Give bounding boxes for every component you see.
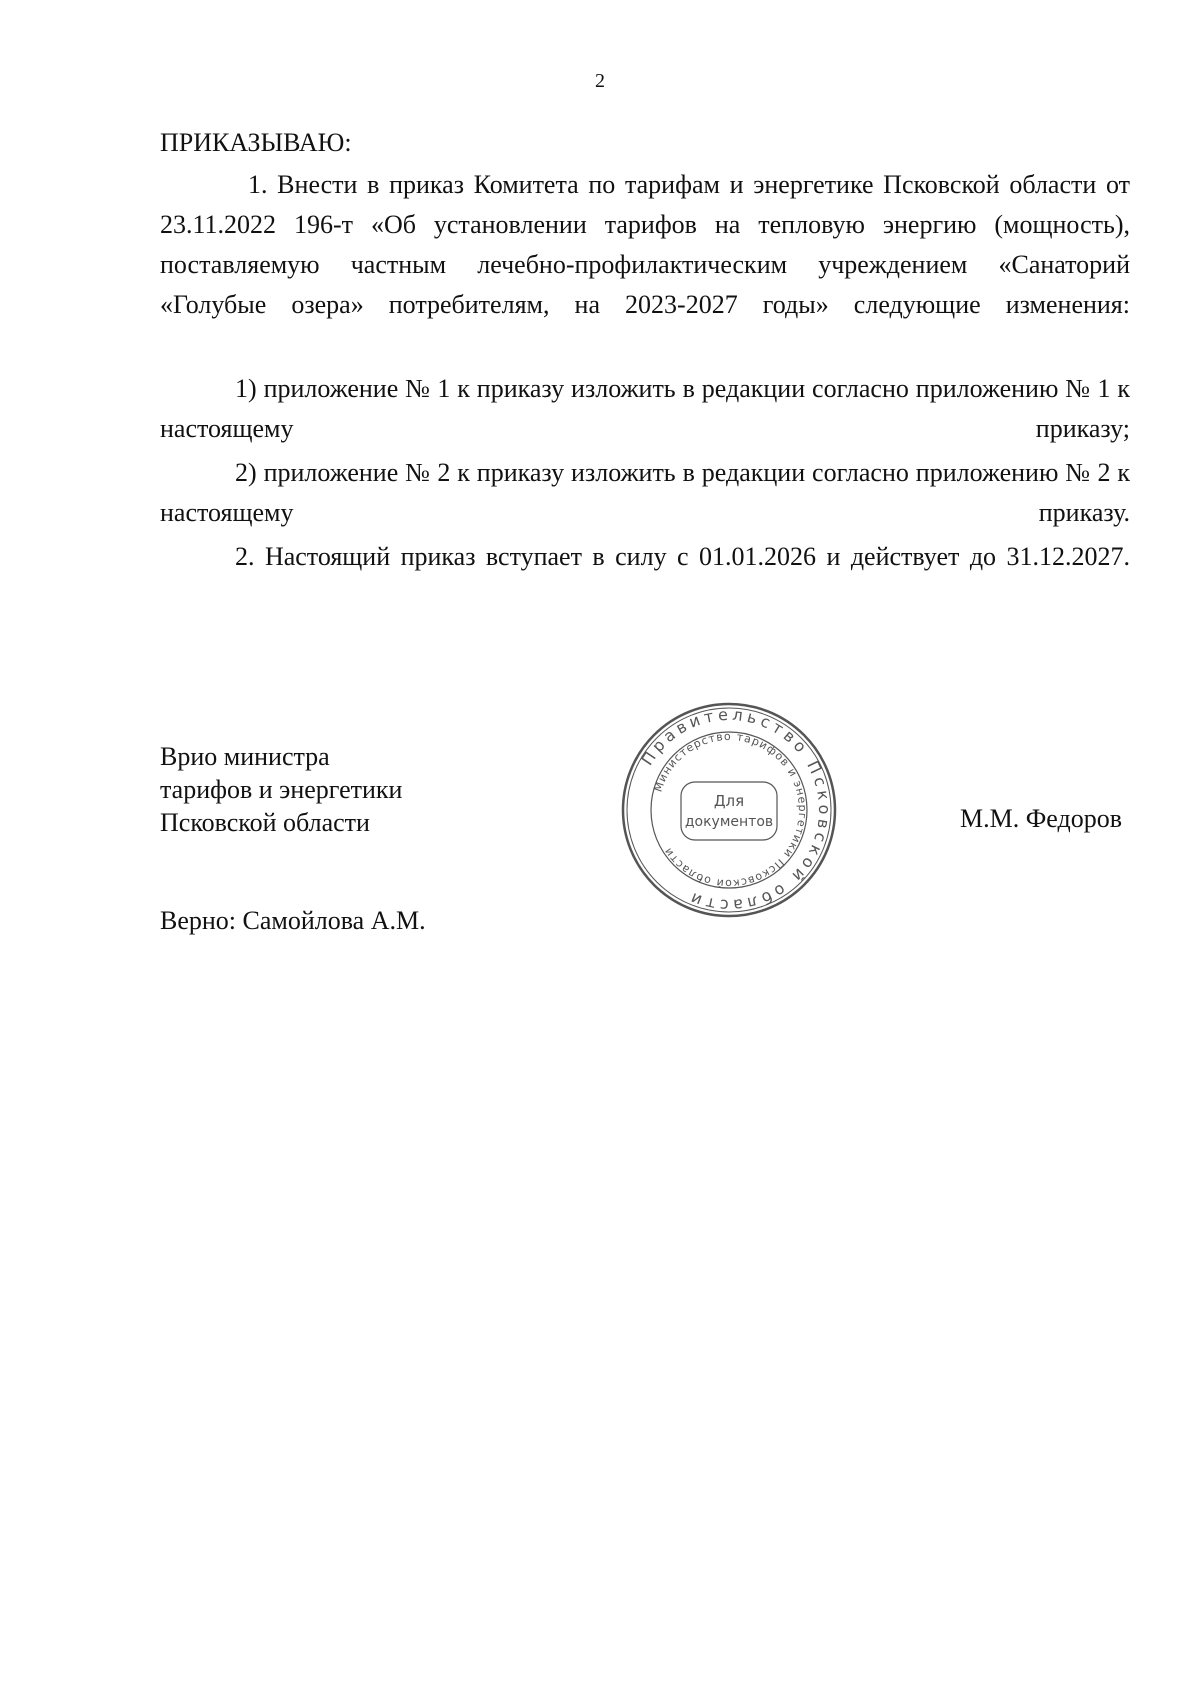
signer-name: М.М. Федоров [960,804,1122,833]
signer-position-line: Врио министра [160,742,330,771]
seal-center-line: Для [713,792,745,810]
signer-position-line: Псковской области [160,808,370,837]
paragraph-1-1: 1) приложение № 1 к приказу изложить в редакции согласно приложению № 1 к настоящему приказу; [160,374,1130,443]
paragraph-2: 2. Настоящий приказ вступает в силу с 01.01.2026 и действует до 31.12.2027. [235,542,1130,571]
seal-outer-text: Правительство Псковской области [637,704,835,916]
seal-graphic [619,700,839,920]
paragraph-1-2: 2) приложение № 2 к приказу изложить в редакции согласно приложению № 2 к настоящему приказу. [160,458,1130,527]
official-seal [619,700,839,920]
seal-inner-text: Министерство тарифов и энергетики Псковской области [651,729,810,891]
seal-center-line: документов [684,814,774,830]
signer-position [160,740,402,839]
paragraph-1: 1. Внести в приказ Комитета по тарифам и энергетике Псковской области от 23.11.2022 196-т «Об установлении тарифов на тепловую энергию (мощность), поставляемую частным лечебно-профилактическим учреждением «Санаторий «Голубые озера» потребителям, на 2023-2027 годы» следующие изменения: [160,170,1130,319]
verified-by: Верно: Самойлова А.М. [160,906,426,935]
order-heading: ПРИКАЗЫВАЮ: [160,128,352,157]
signer-position-line: тарифов и энергетики [160,775,403,804]
page-number: 2 [595,70,605,92]
